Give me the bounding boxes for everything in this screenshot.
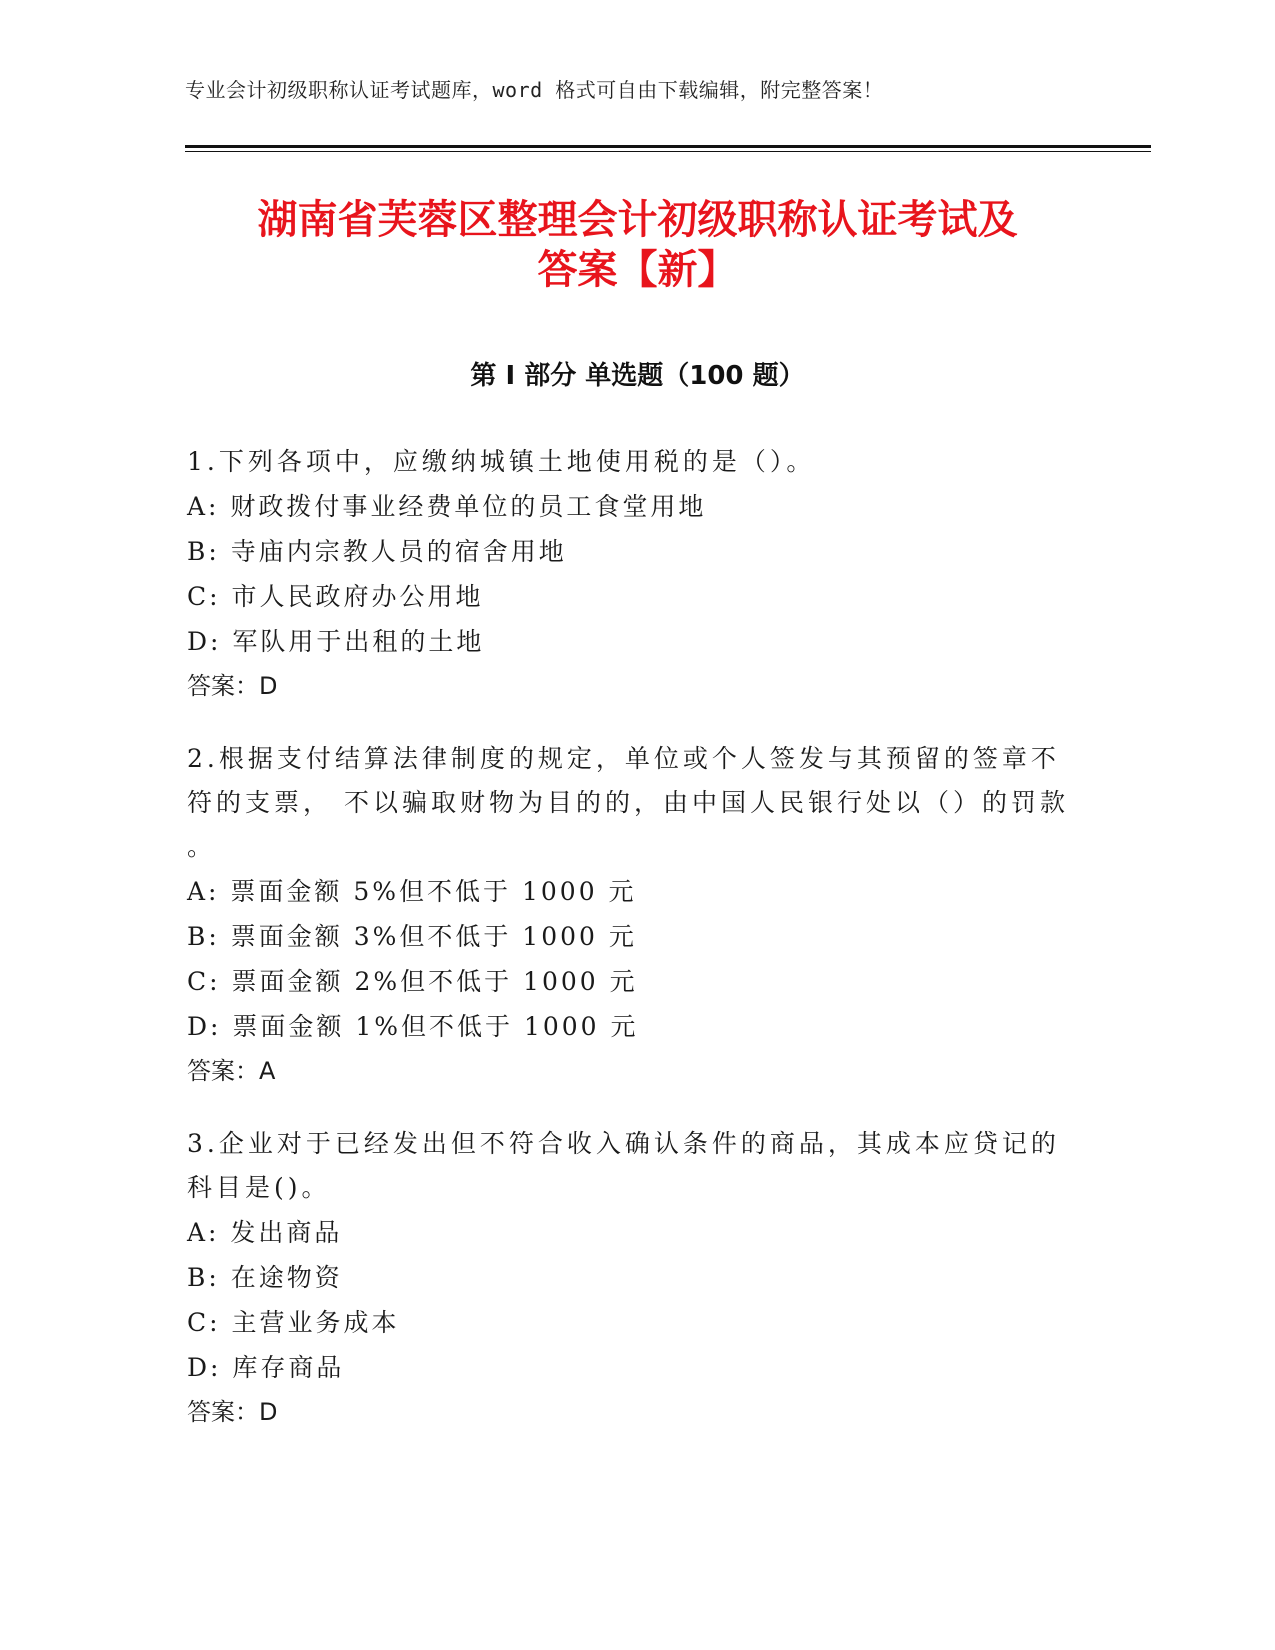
question-list	[187, 440, 1087, 1463]
question-stem: 1.下列各项中，应缴纳城镇土地使用税的是（）。	[187, 447, 816, 476]
question-stem-line-1: 3.企业对于已经发出但不符合收入确认条件的商品，其成本应贷记的	[187, 1129, 1060, 1158]
question-item	[187, 1122, 1087, 1435]
question-stem-line-1: 2.根据支付结算法律制度的规定，单位或个人签发与其预留的签章不	[187, 744, 1060, 773]
option-c: C: 票面金额 2%但不低于 1000 元	[187, 967, 638, 996]
option-a: A: 财政拨付事业经费单位的员工食堂用地	[187, 492, 707, 521]
document-title-line-2: 答案【新】	[537, 247, 738, 293]
document-title-line-1: 湖南省芙蓉区整理会计初级职称认证考试及	[257, 197, 1018, 243]
option-c: C: 市人民政府办公用地	[187, 582, 484, 611]
question-stem-line-2: 科目是()。	[187, 1173, 331, 1202]
question-item	[187, 737, 1087, 1094]
answer-label: 答案：D	[187, 672, 278, 700]
option-d: D: 票面金额 1%但不低于 1000 元	[187, 1012, 639, 1041]
option-b: B: 寺庙内宗教人员的宿舍用地	[187, 537, 567, 566]
option-b: B: 在途物资	[187, 1263, 343, 1292]
question-stem-line-2: 符的支票， 不以骗取财物为目的的，由中国人民银行处以（）的罚款	[187, 788, 1069, 817]
header-divider-thin	[185, 151, 1151, 152]
option-a: A: 发出商品	[187, 1218, 343, 1247]
option-d: D: 库存商品	[187, 1353, 345, 1382]
answer-label: 答案：A	[187, 1057, 276, 1085]
answer-label: 答案：D	[187, 1398, 278, 1426]
option-d: D: 军队用于出租的土地	[187, 627, 485, 656]
option-a: A: 票面金额 5%但不低于 1000 元	[187, 877, 637, 906]
section-title: 第 I 部分 单选题（100 题）	[470, 361, 805, 391]
document-title	[150, 195, 1125, 295]
question-item	[187, 440, 1087, 709]
header-divider-thick	[185, 145, 1151, 148]
option-b: B: 票面金额 3%但不低于 1000 元	[187, 922, 637, 951]
question-stem-line-3: 。	[187, 832, 217, 861]
header-note: 专业会计初级职称认证考试题库，word 格式可自由下载编辑，附完整答案！	[185, 78, 884, 102]
option-c: C: 主营业务成本	[187, 1308, 400, 1337]
